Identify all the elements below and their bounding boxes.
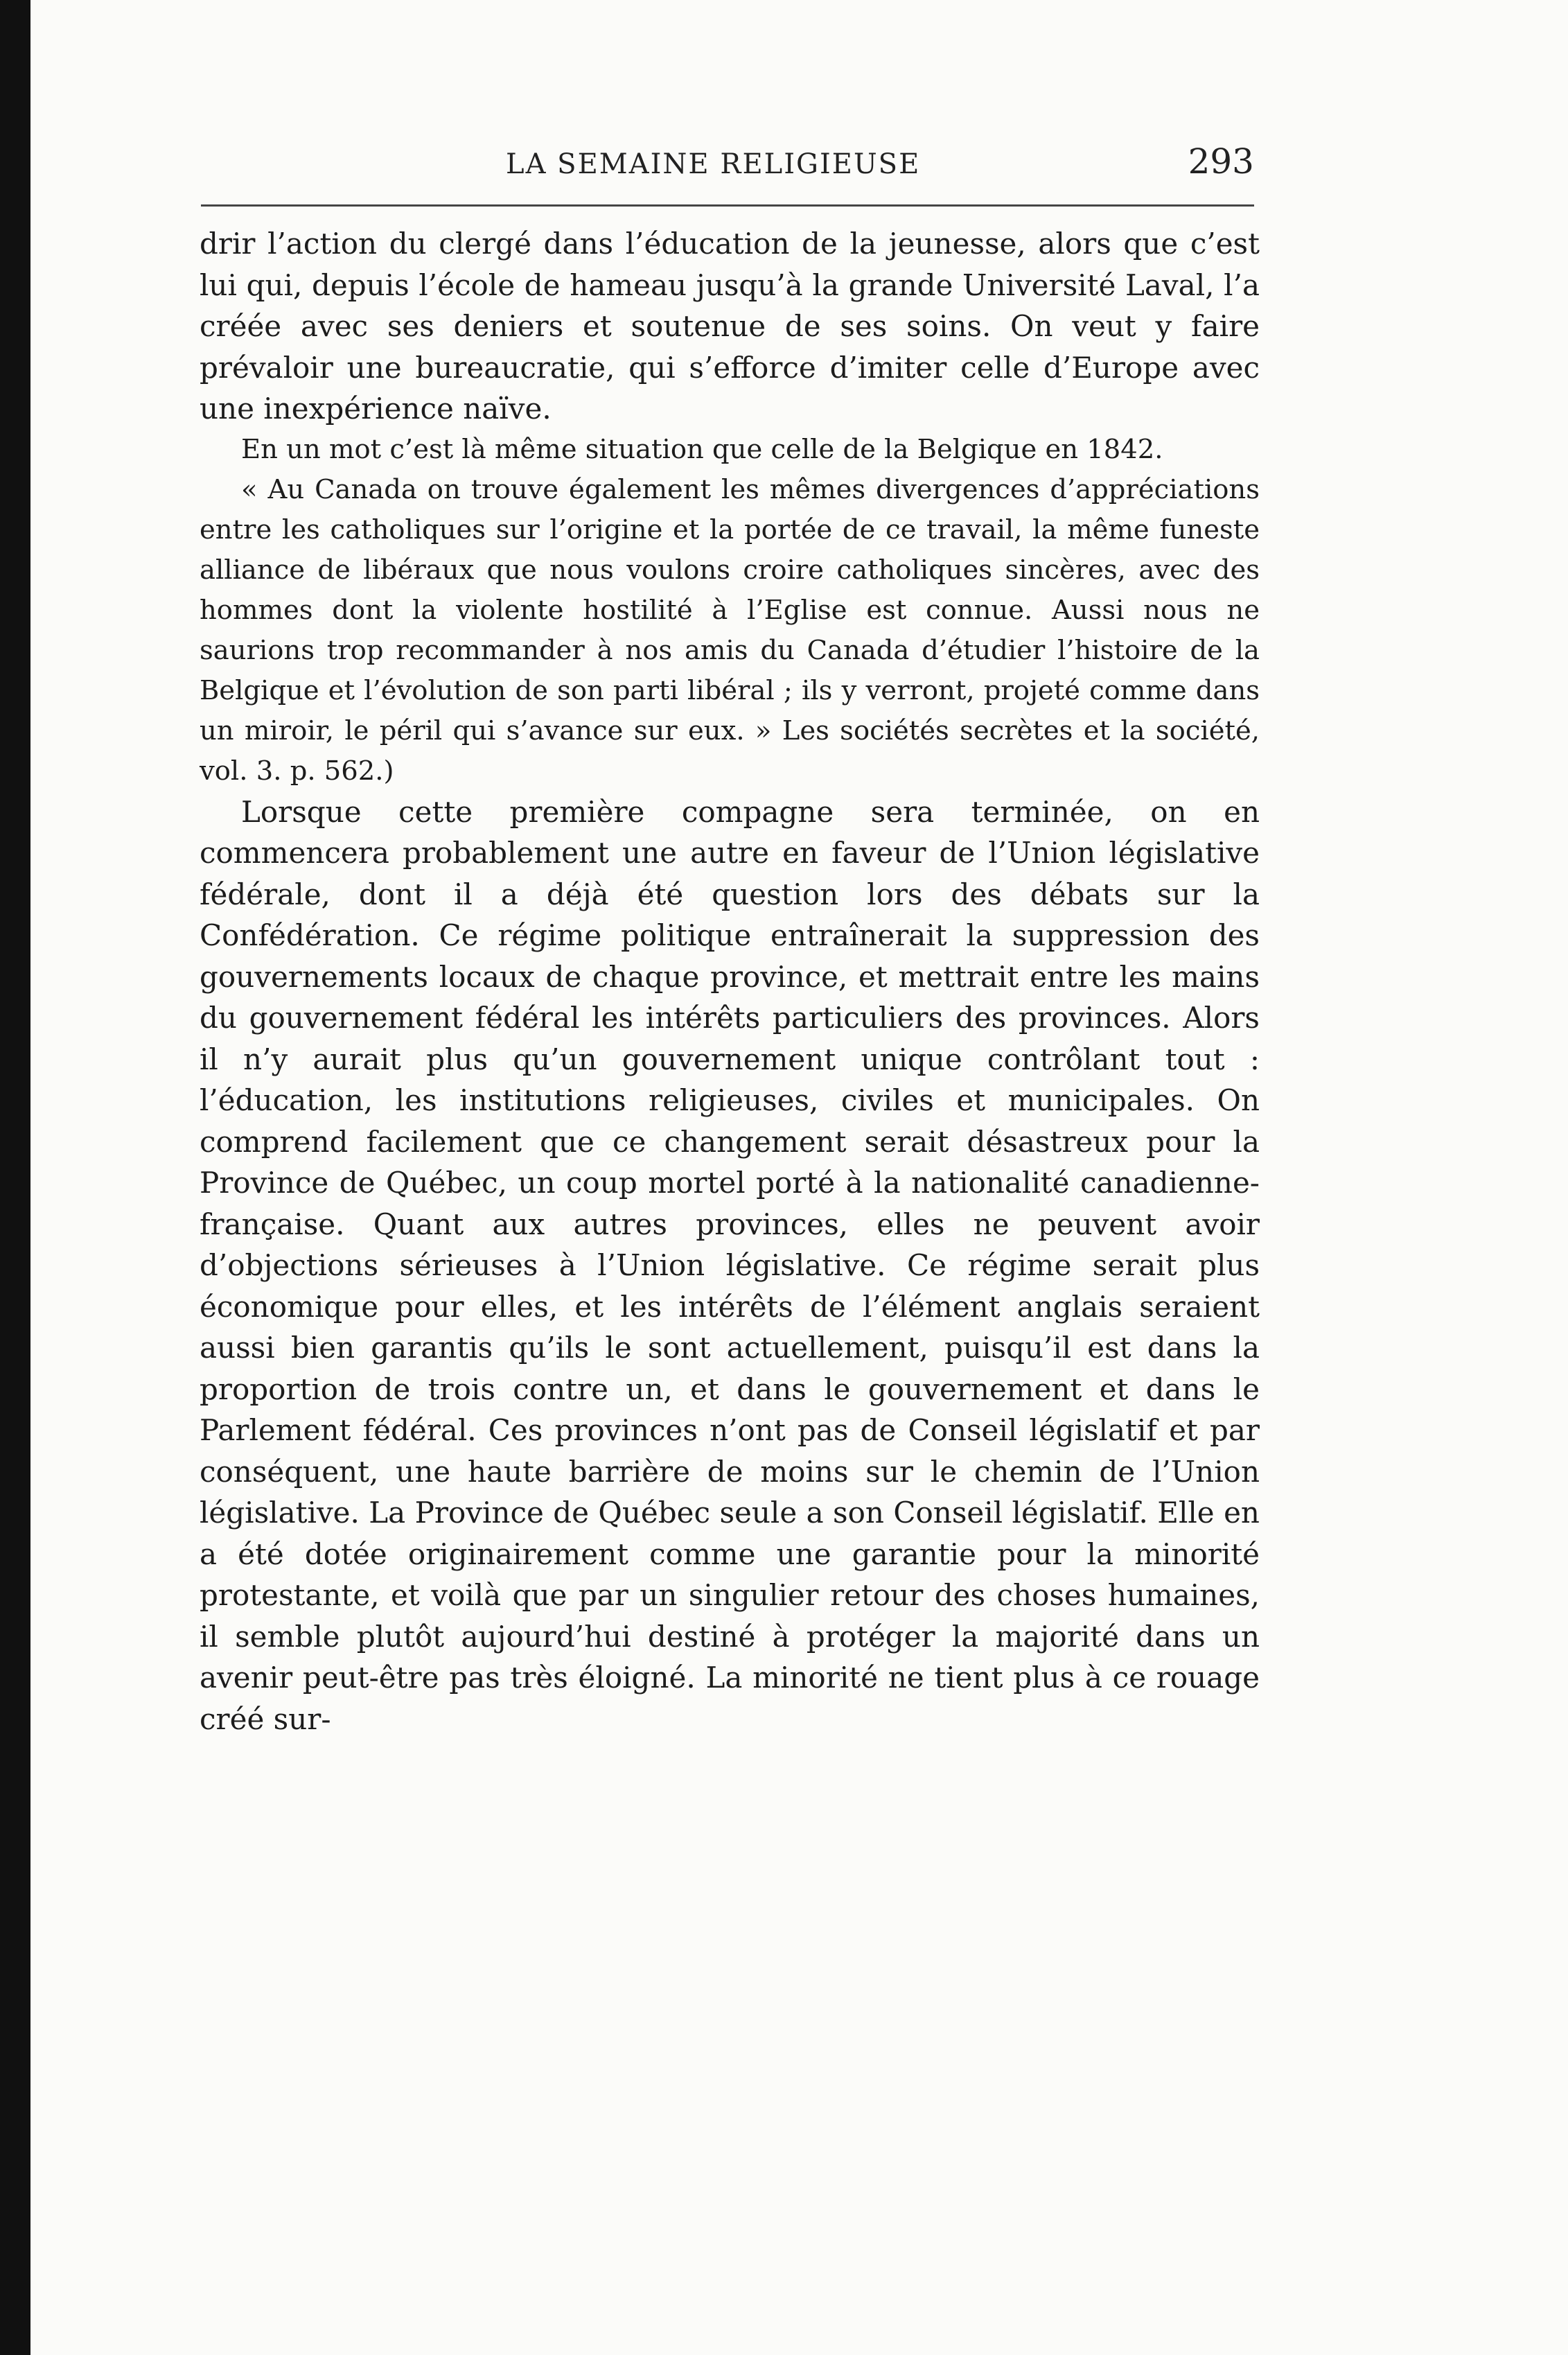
header-rule <box>201 204 1254 207</box>
page-number: 293 <box>1188 141 1254 182</box>
scan-margin-specks <box>1499 1857 1540 2343</box>
paragraph-union-legislative: Lorsque cette première compagne sera terminée, on en commencera probablement une autre en faveur de l’Union législative fédérale, dont il a déjà été question lors des débats sur la Confédération. Ce régime politique entraînerait la suppression des gouvernements locaux de chaque province, et mettrait entre les mains du gouvernement fédéral les intérêts particuliers des provinces. Alors il n’y aurait plus qu’un gouvernement unique contrôlant tout : l’éducation, les institutions religieuses, civiles et municipales. On comprend facilement que ce changement serait désastreux pour la Province de Québec, un coup mortel porté à la nationalité canadienne-française. Quant aux autres provinces, elles ne peuvent avoir d’objections sérieuses à l’Union législative. Ce régime serait plus économique pour elles, et les intérêts de l’élément anglais seraient aussi bien garantis qu’ils le sont actuellement, puisqu’il est dans la proportion de trois contre un, et dans le gouvernement et dans le Parlement fédéral. Ces provinces n’ont pas de Conseil législatif et par conséquent, une haute barrière de moins sur le chemin de l’Union législative. La Province de Québec seule a son Conseil législatif. Elle en a été dotée originairement comme une garantie pour la minorité protestante, et voilà que par un singulier retour des choses humaines, il semble plutôt aujourd’hui destiné à protéger la majorité dans un avenir peut-être pas très éloigné. La minorité ne tient plus à ce rouage créé sur- <box>200 794 1260 1736</box>
page-header <box>201 139 1254 194</box>
paragraph-continuation: drir l’action du clergé dans l’éducation de la jeunesse, alors que c’est lui qui, depuis l’école de hameau jusqu’à la grande Université Laval, l’a créée avec ses deniers et soutenue de ses soins. On veut y faire prévaloir une bureaucratie, qui s’efforce d’imiter celle d’Europe avec une inexpérience naïve. <box>200 227 1260 426</box>
paragraph-quote-canada: « Au Canada on trouve également les mêmes divergences d’appréciations entre les catholiques sur l’origine et la portée de ce travail, la même funeste alliance de libéraux que nous voulons croire catholiques sincères, avec des hommes dont la violente hostilité à l’Eglise est connue. Aussi nous ne saurions trop recommander à nos amis du Canada d’étudier l’histoire de la Belgique et l’évolution de son parti libéral ; ils y verront, projeté comme dans un miroir, le péril qui s’avance sur eux. » Les sociétés secrètes et la société, vol. 3. p. 562.) <box>200 473 1260 787</box>
paragraph-quote-belgium: En un mot c’est là même situation que celle de la Belgique en 1842. <box>241 433 1163 465</box>
running-head: LA SEMAINE RELIGIEUSE <box>506 148 921 180</box>
binding-edge <box>0 0 30 2355</box>
body-text <box>200 223 1260 1740</box>
